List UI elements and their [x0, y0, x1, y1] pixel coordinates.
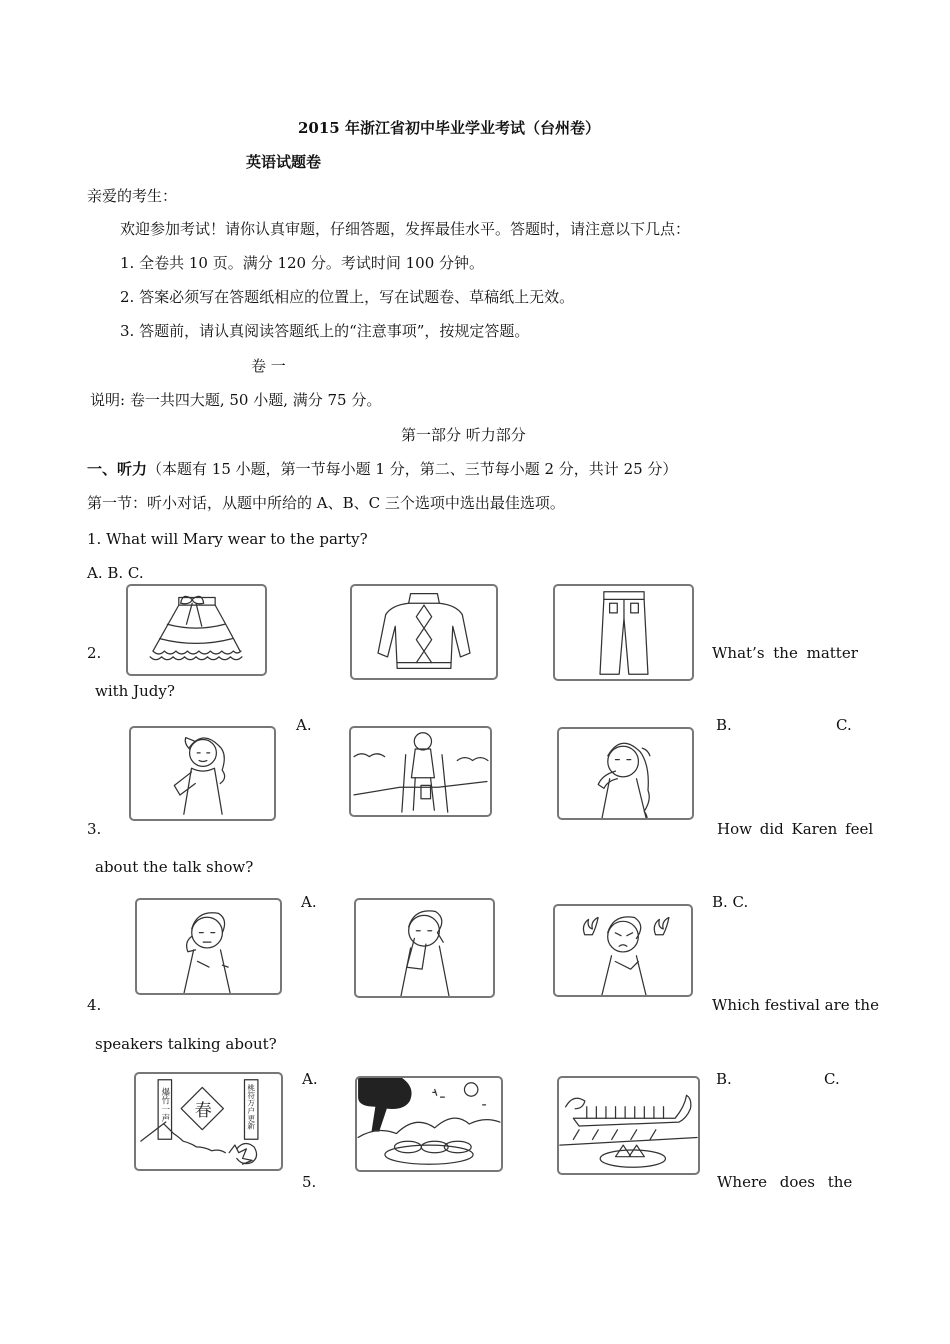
question-2-option-a: A. — [296, 716, 312, 734]
question-3-text-b: about the talk show? — [95, 858, 254, 876]
section-heading — [87, 462, 677, 477]
question-4-text-a: Which festival are the — [712, 996, 879, 1014]
question-2-option-c: C. — [836, 716, 852, 734]
girl-headache-image[interactable] — [129, 726, 276, 821]
couplet-left-text: 爆竹一声 — [159, 1087, 170, 1122]
couplet-center-text: 春 — [194, 1101, 212, 1122]
page-title: 2015 年浙江省初中毕业学业考试（台州卷） — [298, 119, 600, 137]
welcome-text: 欢迎参加考试！请你认真审题，仔细答题，发挥最佳水平。答题时，请注意以下几点： — [120, 220, 691, 238]
question-4-text-b: speakers talking about? — [95, 1035, 277, 1053]
jeans-image[interactable] — [553, 584, 694, 681]
question-1-text: 1. What will Mary wear to the party? — [87, 530, 368, 548]
mid-autumn-image[interactable] — [355, 1076, 503, 1172]
volume-label: 卷 一 — [251, 357, 286, 375]
girl-crutches-image[interactable] — [349, 726, 492, 817]
girl-angry-image[interactable] — [553, 904, 693, 997]
section-instruction: 第一节：听小对话，从题中所给的 A、B、C 三个选项中选出最佳选项。 — [87, 494, 565, 512]
question-2-text-a: What’s the matter — [712, 644, 858, 662]
question-2-number: 2. — [87, 644, 102, 662]
girl-bored-image[interactable] — [135, 898, 282, 995]
note-3: 3. 答题前，请认真阅读答题纸上的“注意事项”，按规定答题。 — [120, 322, 530, 340]
question-4-option-a: A. — [302, 1070, 318, 1088]
question-5-number: 5. — [302, 1173, 317, 1191]
sweater-image[interactable] — [350, 584, 498, 680]
spring-festival-image[interactable] — [134, 1072, 283, 1171]
question-4-option-b: B. — [716, 1070, 732, 1088]
question-2-text-b: with Judy? — [95, 682, 175, 700]
question-3-text-a: How did Karen feel — [717, 820, 874, 838]
question-3-number: 3. — [87, 820, 102, 838]
question-1-options: A. B. C. — [87, 564, 144, 582]
skirt-image[interactable] — [126, 584, 267, 676]
greeting: 亲爱的考生： — [87, 187, 178, 205]
section-heading-bold: 一、听力 — [87, 460, 148, 478]
note-2: 2. 答案必须写在答题纸相应的位置上，写在试题卷、草稿纸上无效。 — [120, 288, 575, 306]
question-3-option-bc: B. C. — [712, 893, 749, 911]
girl-crying-image[interactable] — [354, 898, 495, 998]
volume-note: 说明: 卷一共四大题, 50 小题, 满分 75 分。 — [90, 391, 382, 409]
question-4-number: 4. — [87, 996, 102, 1014]
question-4-option-c: C. — [824, 1070, 840, 1088]
question-5-text-a: Where does the — [717, 1173, 853, 1191]
dragon-boat-image[interactable] — [557, 1076, 700, 1175]
girl-toothache-image[interactable] — [557, 727, 694, 820]
page-subtitle: 英语试题卷 — [246, 153, 322, 171]
question-2-option-b: B. — [716, 716, 732, 734]
note-1: 1. 全卷共 10 页。满分 120 分。考试时间 100 分钟。 — [120, 254, 485, 272]
couplet-right-text: 桃符万户更新 — [246, 1083, 256, 1130]
section-heading-rest: （本题有 15 小题，第一节每小题 1 分，第二、三节每小题 2 分，共计 25 分） — [147, 460, 678, 478]
part-title: 第一部分 听力部分 — [401, 426, 526, 444]
question-3-option-a: A. — [301, 893, 317, 911]
